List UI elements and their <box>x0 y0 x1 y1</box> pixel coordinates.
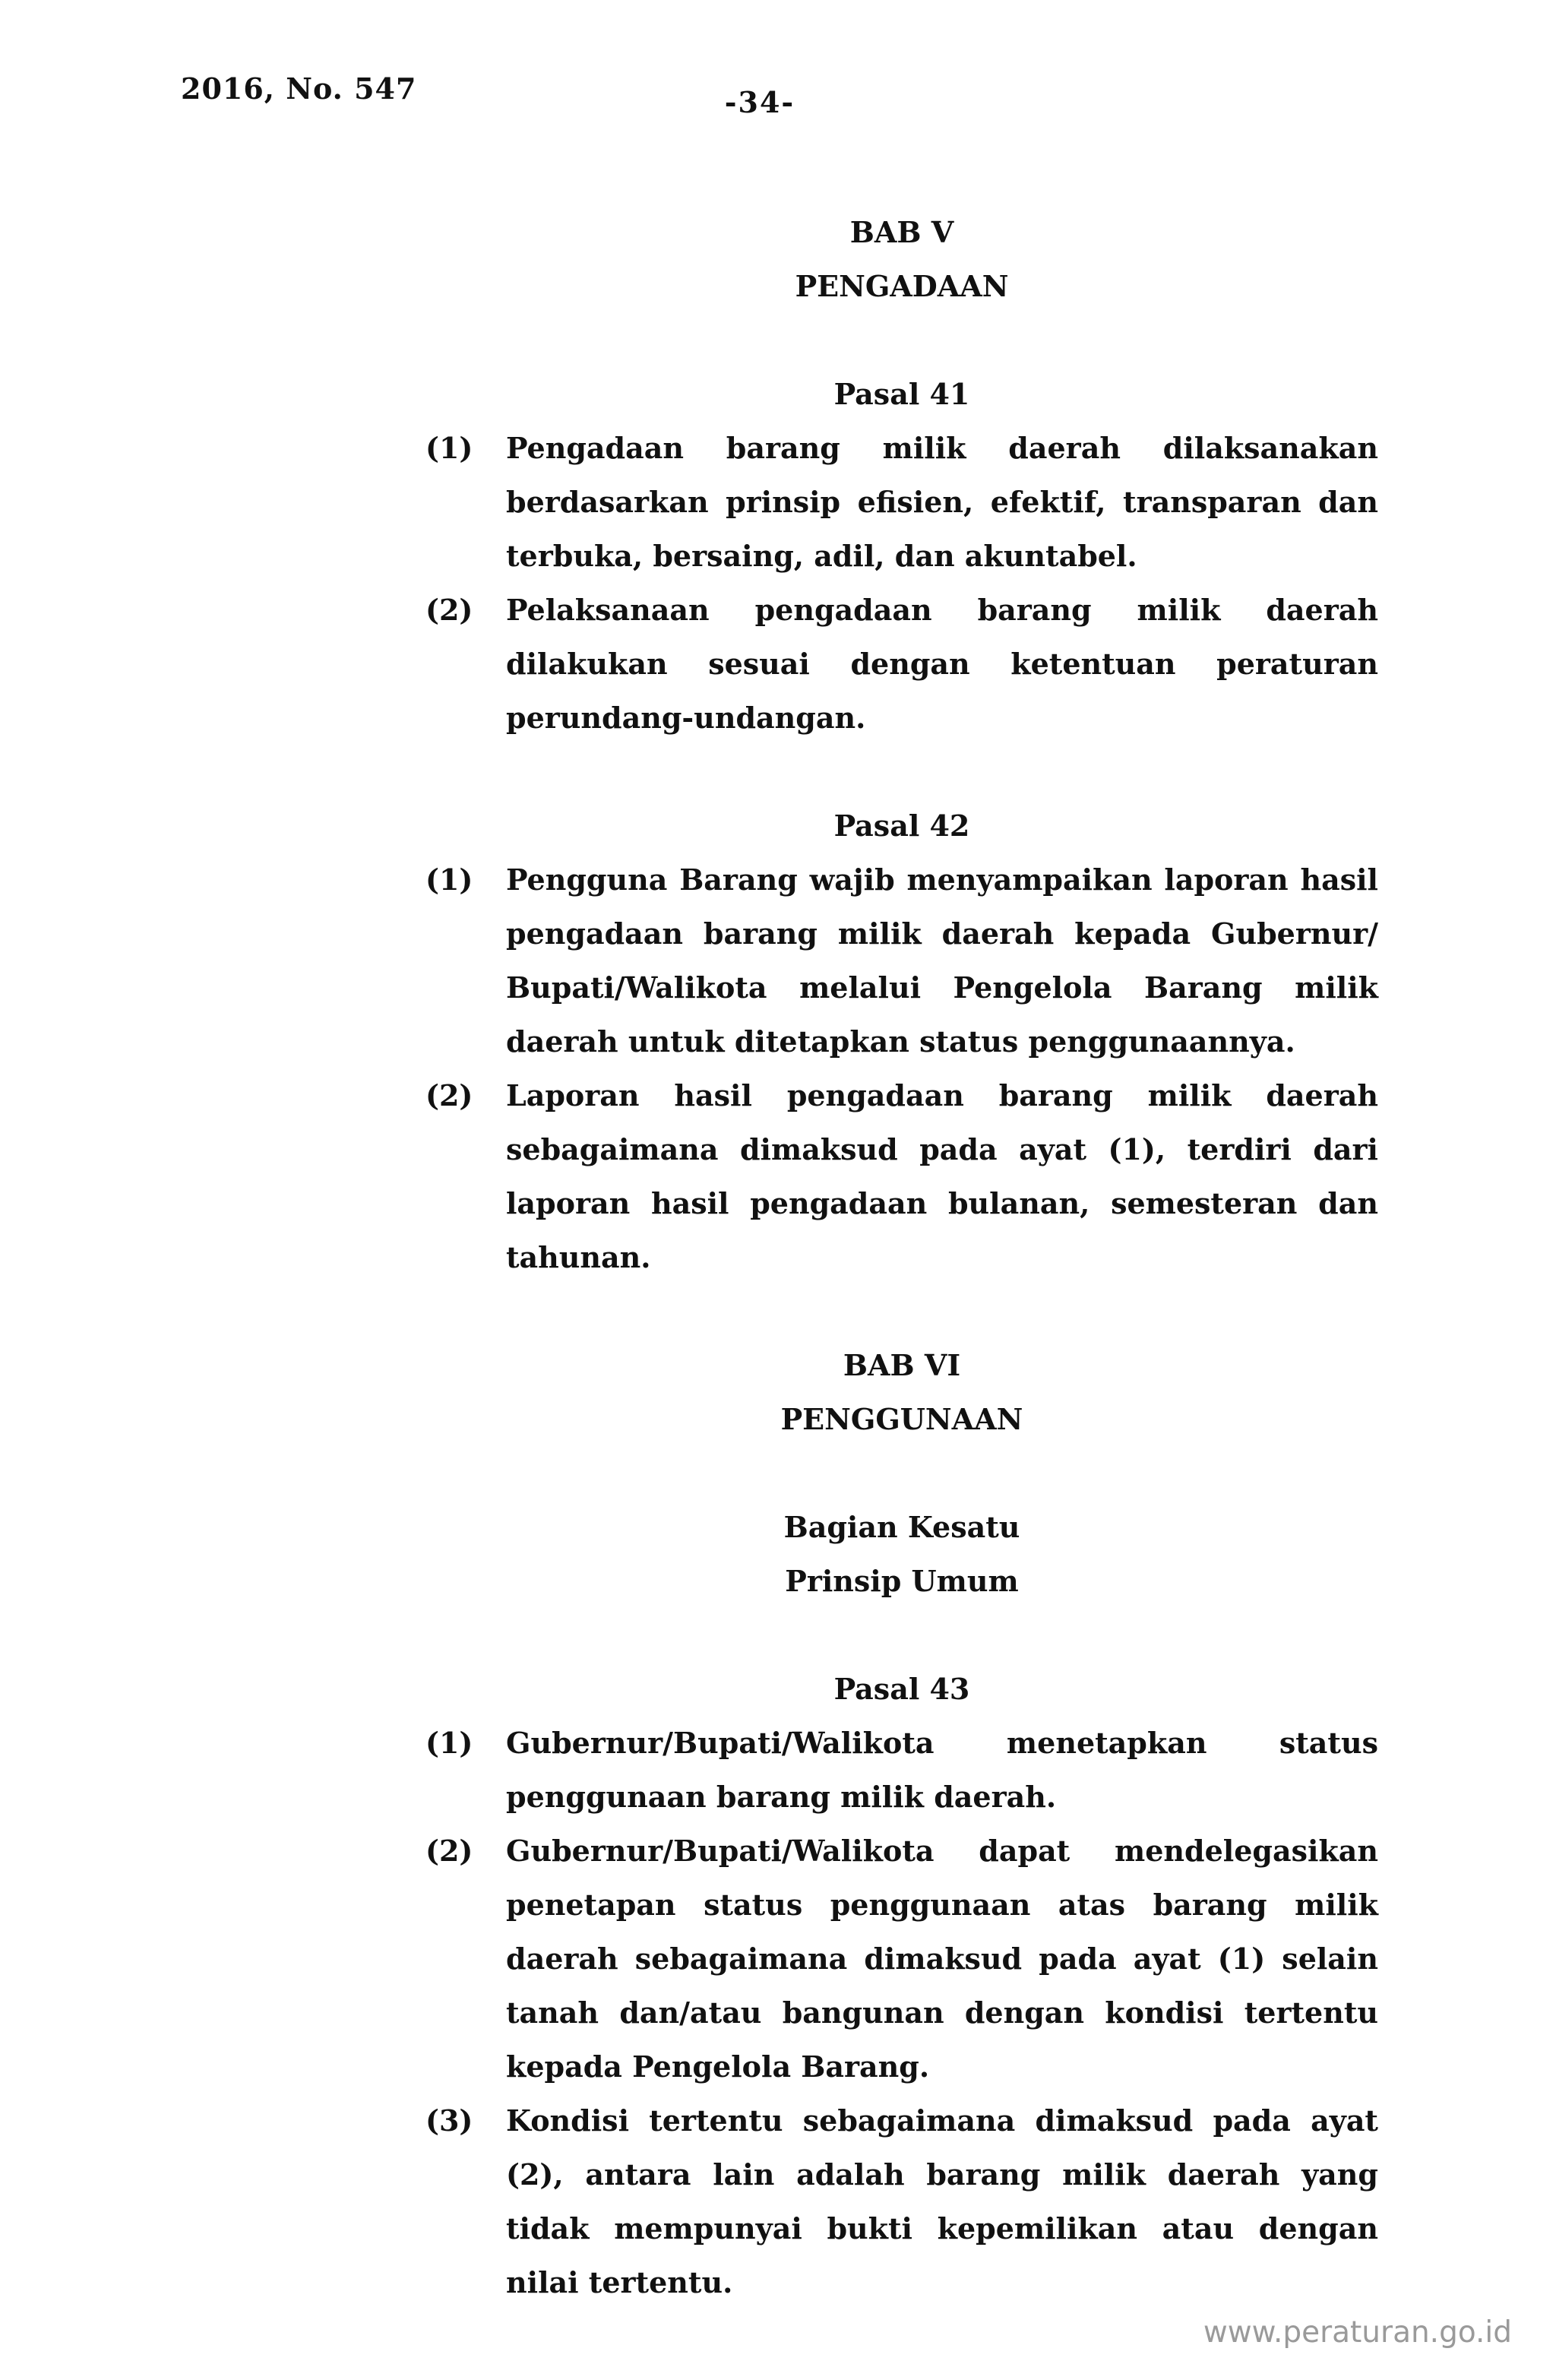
ayat-text: Gubernur/Bupati/Walikota menetapkan status penggunaan barang milik daerah. <box>506 1726 1378 1814</box>
pasal-41-ayat-1 <box>425 421 1378 583</box>
ayat-number: (1) <box>425 1726 473 1760</box>
pasal-43-title: Pasal 43 <box>833 1672 970 1706</box>
ayat-number: (2) <box>425 593 473 627</box>
ayat-text: Pengguna Barang wajib menyampaikan laporan hasil pengadaan barang milik daerah kepada Gubernur/ Bupati/Walikota melalui Pengelola Barang milik daerah untuk ditetapkan status penggunaannya. <box>506 862 1378 1059</box>
document-reference: 2016, No. 547 <box>181 71 417 106</box>
ayat-number: (1) <box>425 431 473 465</box>
bab-vi-title: BAB VI <box>843 1348 961 1382</box>
ayat-text: Pengadaan barang milik daerah dilaksanakan berdasarkan prinsip efisien, efektif, transparan dan terbuka, bersaing, adil, dan akuntabel. <box>506 431 1378 573</box>
pasal-42-title: Pasal 42 <box>833 809 970 843</box>
bab-vi-subtitle: PENGGUNAAN <box>780 1402 1023 1436</box>
document-body <box>425 205 1378 2309</box>
website-watermark: www.peraturan.go.id <box>1203 2315 1512 2350</box>
pasal-41-ayat-2 <box>425 583 1378 745</box>
pasal-43-ayat-1 <box>425 1716 1378 1824</box>
pasal-42-ayat-1 <box>425 853 1378 1068</box>
bab-v-subtitle: PENGADAAN <box>795 269 1009 303</box>
bagian-kesatu-title: Bagian Kesatu <box>783 1510 1020 1544</box>
ayat-number: (2) <box>425 1078 473 1112</box>
ayat-number: (1) <box>425 862 473 897</box>
pasal-43-ayat-2 <box>425 1824 1378 2094</box>
bab-v-title: BAB V <box>849 215 954 249</box>
ayat-text: Laporan hasil pengadaan barang milik daerah sebagaimana dimaksud pada ayat (1), terdiri dari laporan hasil pengadaan bulanan, semesteran dan tahunan. <box>506 1078 1378 1274</box>
page-number: -34- <box>724 85 795 119</box>
ayat-text: Gubernur/Bupati/Walikota dapat mendelegasikan penetapan status penggunaan atas barang milik daerah sebagaimana dimaksud pada ayat (1) selain tanah dan/atau bangunan dengan kondisi tertentu kepada Pengelola Barang. <box>506 1834 1378 2084</box>
ayat-number: (2) <box>425 1834 473 1868</box>
ayat-text: Pelaksanaan pengadaan barang milik daerah dilakukan sesuai dengan ketentuan peraturan perundang-undangan. <box>506 593 1378 735</box>
ayat-number: (3) <box>425 2103 473 2138</box>
pasal-41-title: Pasal 41 <box>833 377 970 411</box>
pasal-42-ayat-2 <box>425 1068 1378 1284</box>
pasal-43-ayat-3 <box>425 2094 1378 2309</box>
ayat-text: Kondisi tertentu sebagaimana dimaksud pada ayat (2), antara lain adalah barang milik daerah yang tidak mempunyai bukti kepemilikan atau dengan nilai tertentu. <box>506 2103 1378 2299</box>
bagian-kesatu-subtitle: Prinsip Umum <box>785 1564 1019 1598</box>
